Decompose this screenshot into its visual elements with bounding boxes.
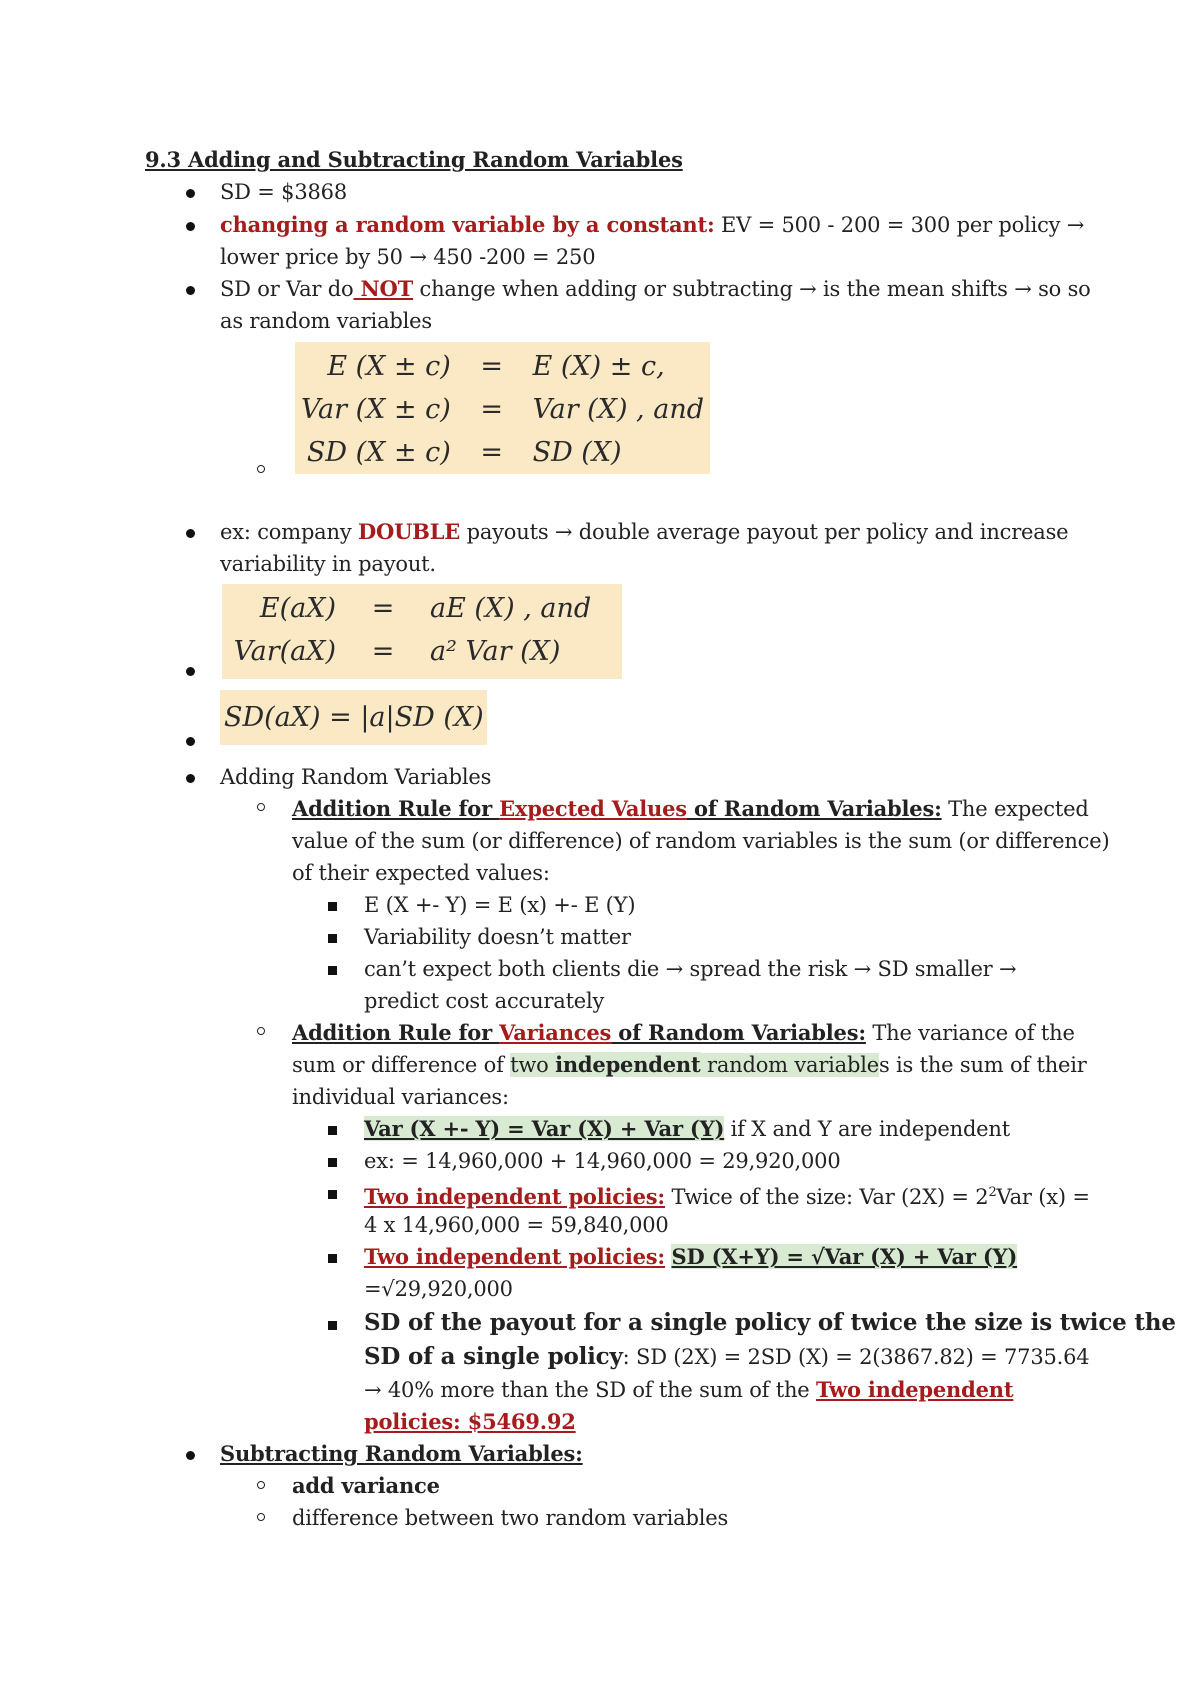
bullet-icon	[186, 774, 195, 783]
constant-line	[220, 211, 1084, 239]
double-post: payouts → double average payout per policy and increase	[460, 520, 1069, 544]
square-bullet-icon	[328, 1126, 337, 1135]
rule-var-line2-a: sum or difference of	[292, 1053, 511, 1077]
hollow-bullet-icon	[257, 1027, 265, 1035]
constant-line-2: lower price by 50 → 450 -200 = 250	[220, 245, 596, 269]
formula1-r1-rhs: E (X) ± c,	[532, 351, 665, 382]
rule-var-item-5: SD of the payout for a single policy of twice the size is twice the	[364, 1309, 1176, 1336]
sub-item-1: add variance	[292, 1473, 440, 1498]
bullet-icon	[186, 286, 195, 295]
rule-var-b: Variances	[499, 1020, 612, 1045]
formula2-r1-lhs: E(aX)	[259, 593, 336, 624]
rule-var-item3-b: Twice of the size: Var (2X) = 2	[665, 1185, 989, 1209]
rule-ev-c: of Random Variables:	[686, 796, 942, 821]
sdvar-pre: SD or Var do	[220, 277, 354, 301]
formula1-r1-lhs: E (X ± c)	[327, 351, 451, 382]
double-line	[220, 518, 1068, 546]
rule-var-item5-e: Two independent	[815, 1377, 1014, 1402]
square-bullet-icon	[328, 1254, 337, 1263]
sub-item-2: difference between two random variables	[292, 1506, 729, 1530]
rule-var-line2-b: two	[510, 1053, 556, 1077]
sdvar-line	[220, 275, 1091, 303]
rule-ev-line-3: of their expected values:	[292, 861, 550, 885]
square-bullet-icon	[328, 902, 337, 911]
hollow-bullet-icon	[257, 803, 265, 811]
rule-var-item4-b: SD (X+Y) = √Var (X) + Var (Y)	[671, 1244, 1018, 1269]
rule-var-c: of Random Variables:	[611, 1020, 866, 1045]
rule-ev-item-2: Variability doesn’t matter	[364, 925, 631, 949]
rule-var-item5-d: → 40% more than the SD of the sum of the	[364, 1378, 816, 1402]
rule-var-line-2	[292, 1051, 1087, 1079]
rule-var-line2-d: random variable	[700, 1053, 879, 1077]
rule-var-item-4	[364, 1243, 1017, 1271]
rule-ev-item-3: can’t expect both clients die → spread the risk → SD smaller →	[364, 957, 1017, 981]
formula2-r2-eq: =	[371, 636, 395, 667]
rule-var-item-3	[364, 1179, 1090, 1211]
formula-image-scale	[222, 584, 622, 679]
rule-var-item-5-line-3	[364, 1376, 1013, 1404]
rule-var-line2-c: independent	[555, 1052, 701, 1077]
rule-var-item3-a: Two independent policies:	[364, 1184, 665, 1209]
formula1-r2-rhs: Var (X) , and	[532, 394, 704, 425]
rule-var-line	[292, 1019, 1075, 1047]
formula2-r2-rhs: a² Var (X)	[430, 636, 561, 667]
bullet-icon	[186, 667, 195, 676]
rule-ev-d: The expected	[941, 797, 1089, 821]
bullet-icon	[186, 737, 195, 746]
rule-var-item-1	[364, 1115, 1010, 1143]
square-bullet-icon	[328, 1321, 337, 1330]
rule-var-a: Addition Rule for	[292, 1020, 500, 1045]
rule-ev-b: Expected Values	[499, 796, 687, 821]
sdvar-line-2: as random variables	[220, 309, 432, 333]
sd-line: SD = $3868	[220, 180, 347, 204]
constant-text: EV = 500 - 200 = 300 per policy →	[714, 213, 1085, 237]
rule-var-item1-a: Var (X +- Y) = Var (X) + Var (Y)	[364, 1116, 725, 1141]
formula1-r3-eq: =	[480, 437, 503, 468]
rule-var-item5-c: : SD (2X) = 2SD (X) = 2(3867.82) = 7735.64	[622, 1345, 1090, 1369]
rule-var-item-3-line-2: 4 x 14,960,000 = 59,840,000	[364, 1213, 669, 1237]
rule-var-item1-b: if X and Y are independent	[724, 1117, 1010, 1141]
bullet-icon	[186, 222, 195, 231]
formula1-r3-rhs: SD (X)	[532, 437, 622, 468]
rule-var-item-5-line-2	[364, 1343, 1089, 1371]
square-bullet-icon	[328, 934, 337, 943]
double-word: DOUBLE	[357, 519, 461, 544]
formula2-r1-rhs: aE (X) , and	[430, 593, 592, 624]
rule-ev-a: Addition Rule for	[292, 796, 500, 821]
formula1-r2-eq: =	[480, 394, 503, 425]
rule-var-item3-sup: 2	[988, 1185, 997, 1200]
section-title: 9.3 Adding and Subtracting Random Variables	[145, 147, 683, 172]
hollow-bullet-icon	[257, 1481, 265, 1489]
rule-var-item3-c: Var (x) =	[996, 1185, 1090, 1209]
hollow-bullet-icon	[257, 1513, 265, 1521]
square-bullet-icon	[328, 1190, 337, 1199]
rule-var-item-4-line-2: =√29,920,000	[364, 1277, 513, 1301]
rule-var-item5-b: SD of a single policy	[364, 1343, 623, 1370]
formula1-r1-eq: =	[480, 351, 503, 382]
sdvar-not: NOT	[353, 276, 414, 301]
rule-ev-item-3-line-2: predict cost accurately	[364, 989, 605, 1013]
adding-heading: Adding Random Variables	[220, 765, 492, 789]
bullet-icon	[186, 1451, 195, 1460]
square-bullet-icon	[328, 1158, 337, 1167]
formula2-r1-eq: =	[371, 593, 395, 624]
formula1-r2-lhs: Var (X ± c)	[301, 394, 451, 425]
double-pre: ex: company	[220, 520, 358, 544]
bullet-icon	[186, 529, 195, 538]
rule-ev-item-1: E (X +- Y) = E (x) +- E (Y)	[364, 893, 636, 917]
double-line-2: variability in payout.	[220, 552, 436, 576]
formula2-r2-lhs: Var(aX)	[233, 636, 336, 667]
rule-ev-line-2: value of the sum (or difference) of random variables is the sum (or difference)	[292, 829, 1110, 853]
rule-var-d: The variance of the	[865, 1021, 1075, 1045]
subtracting-heading: Subtracting Random Variables:	[220, 1441, 583, 1466]
hollow-bullet-icon	[257, 465, 265, 473]
sdvar-post: change when adding or subtracting → is the mean shifts → so so	[413, 277, 1091, 301]
formula-image-sd: SD(aX) = |a|SD (X)	[220, 690, 487, 745]
square-bullet-icon	[328, 966, 337, 975]
constant-label: changing a random variable by a constant:	[220, 212, 715, 237]
rule-ev-line	[292, 795, 1089, 823]
rule-var-item-5-line-4: policies: $5469.92	[364, 1409, 576, 1434]
rule-var-line-3: individual variances:	[292, 1085, 509, 1109]
rule-var-item4-a: Two independent policies:	[364, 1244, 665, 1269]
formula-image-constant	[295, 342, 710, 474]
rule-var-line2-e: s is the sum of their	[878, 1053, 1087, 1077]
bullet-icon	[186, 189, 195, 198]
formula1-r3-lhs: SD (X ± c)	[306, 437, 451, 468]
rule-var-item-2: ex: = 14,960,000 + 14,960,000 = 29,920,000	[364, 1149, 841, 1173]
